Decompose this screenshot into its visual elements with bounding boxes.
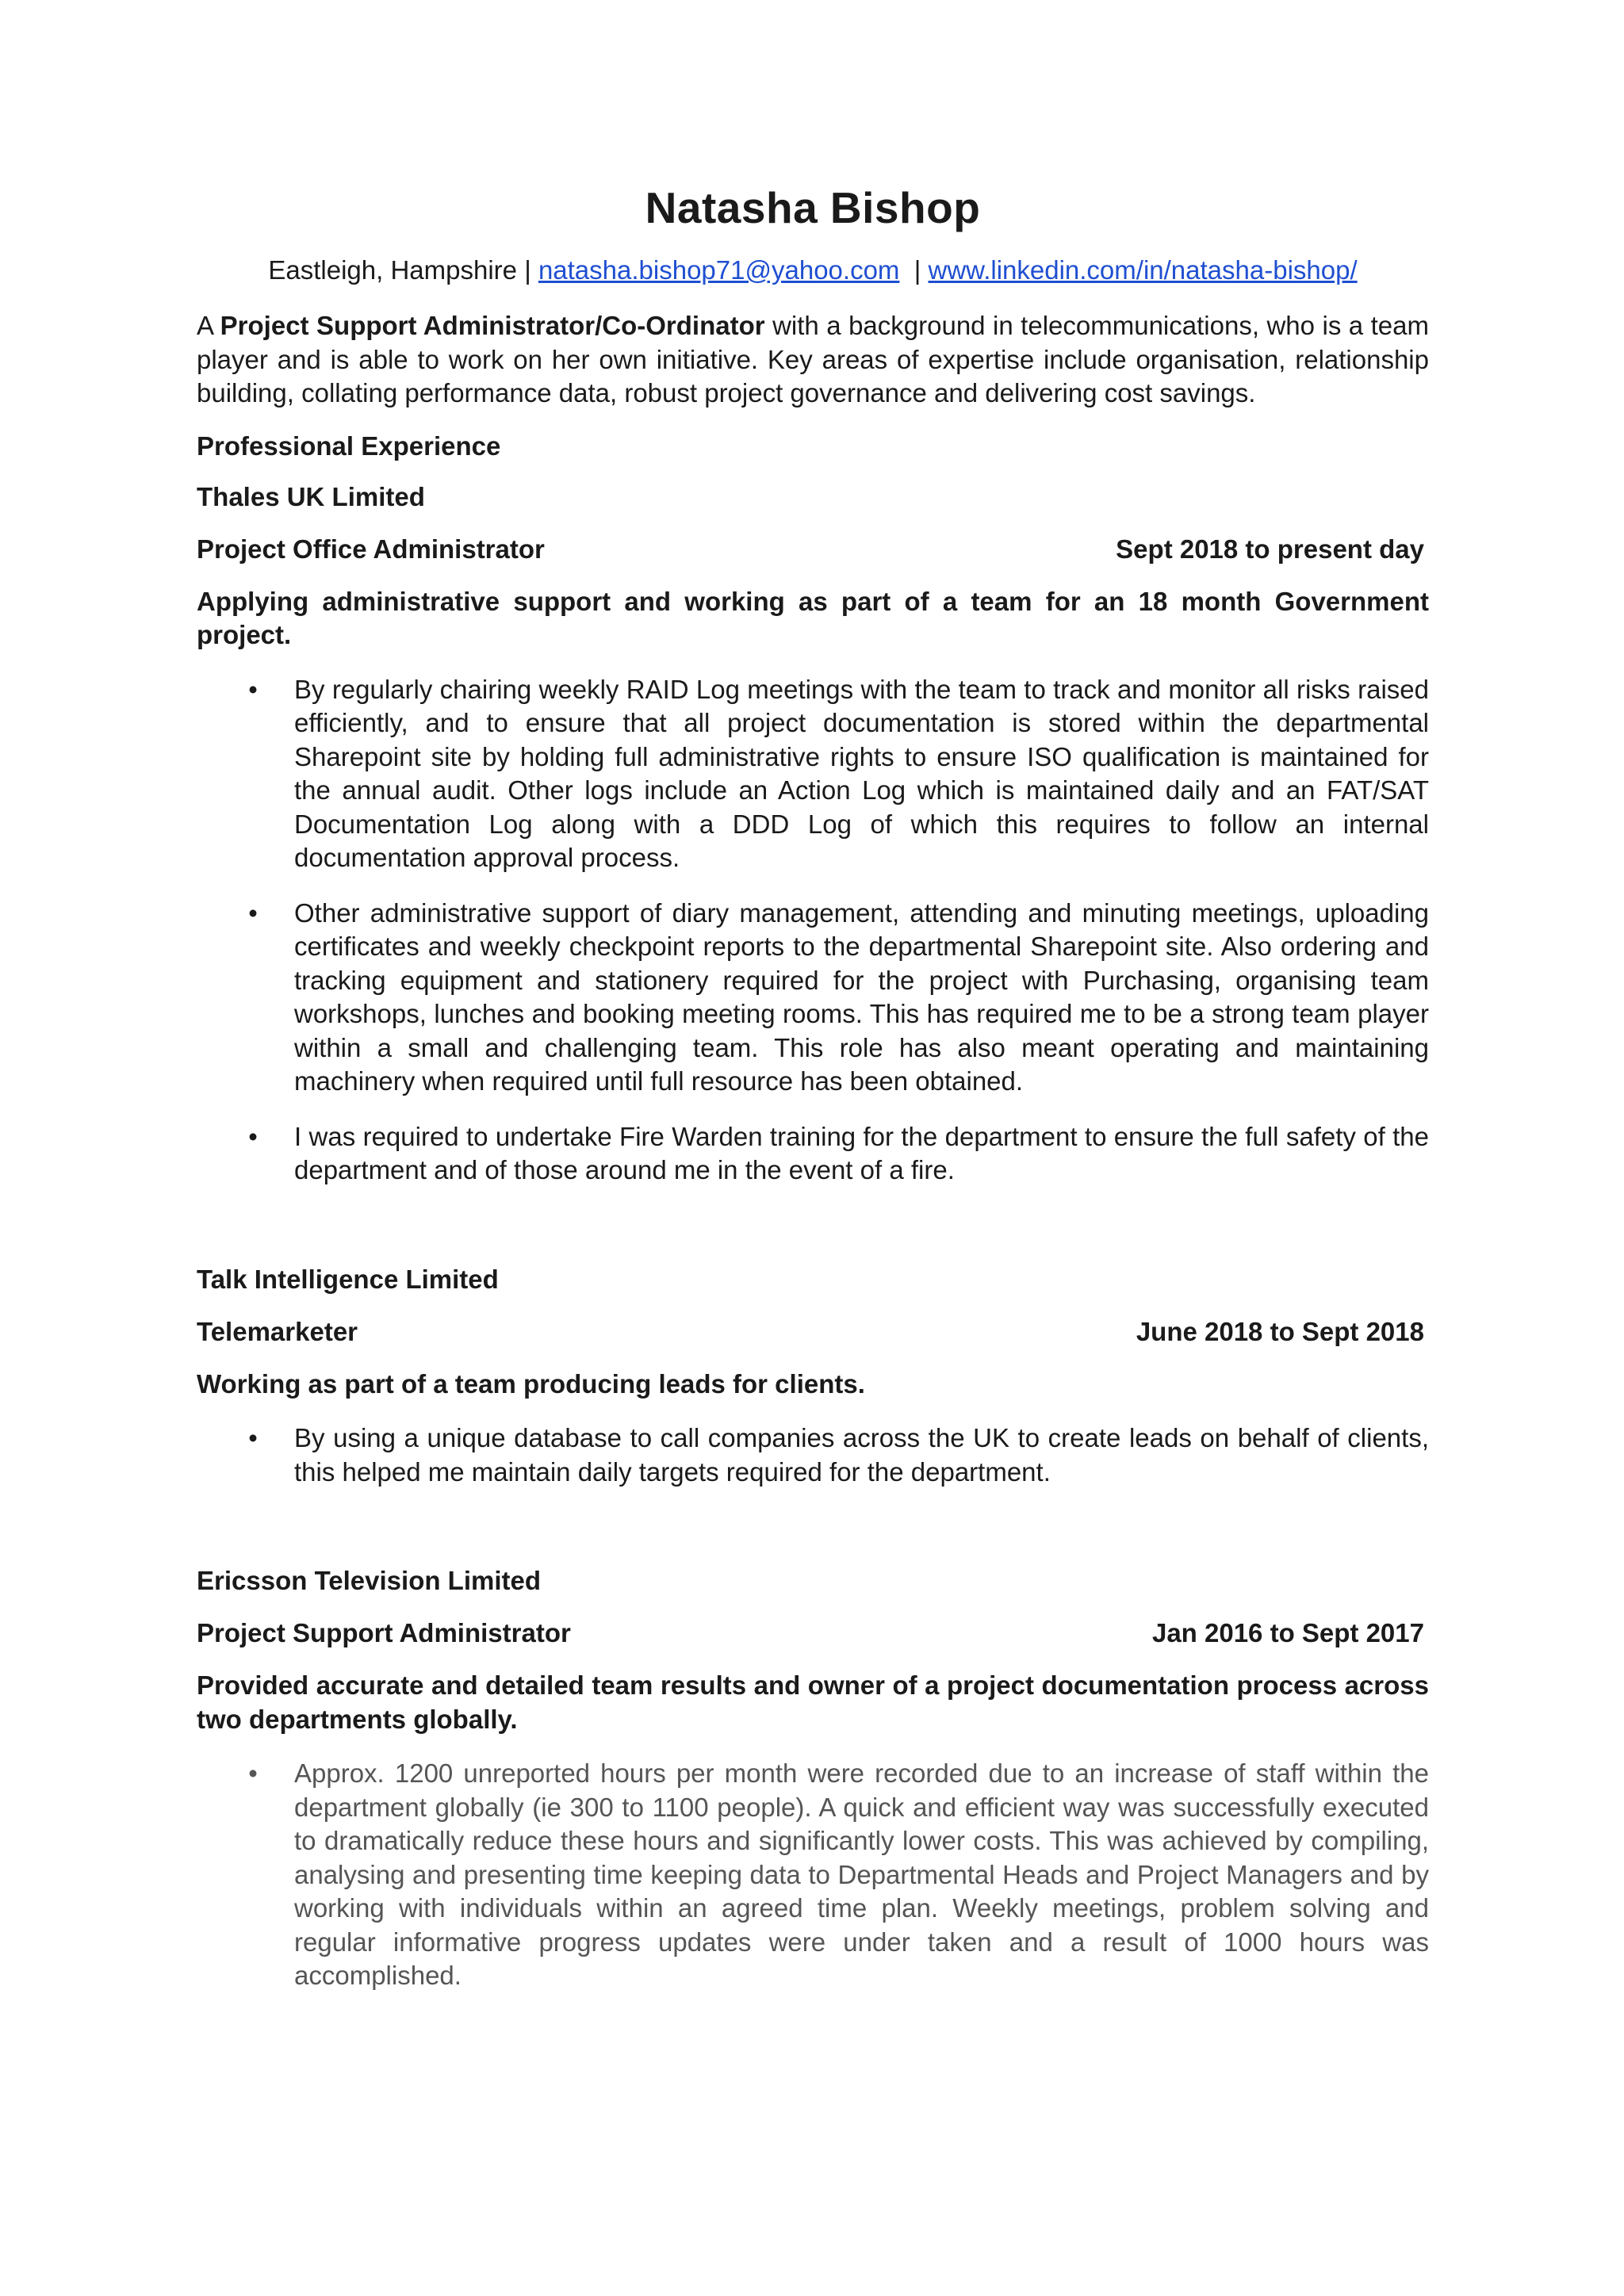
bullet-icon: • <box>248 1758 258 1788</box>
role-title: Project Office Administrator <box>197 534 545 564</box>
company-name: Talk Intelligence Limited <box>197 1264 499 1294</box>
bullet-list <box>197 673 1429 1188</box>
role-description: Working as part of a team producing leads for clients. <box>197 1368 865 1399</box>
company-name: Thales UK Limited <box>197 481 425 511</box>
bullet-item <box>197 1422 1429 1489</box>
job-entry <box>197 482 1429 1188</box>
separator: | <box>914 255 921 285</box>
contact-line <box>197 255 1429 285</box>
bullet-text: I was required to undertake Fire Warden training for the department to ensure the full safety of the department and of those around me in the event of a fire. <box>294 1121 1429 1184</box>
company-name: Ericsson Television Limited <box>197 1566 542 1595</box>
candidate-name: Natasha Bishop <box>645 183 981 232</box>
bullet-list <box>197 1422 1429 1489</box>
role-dates: Jan 2016 to Sept 2017 <box>1151 1618 1424 1647</box>
role-dates: June 2018 to Sept 2018 <box>1136 1316 1424 1346</box>
bullet-icon: • <box>248 674 258 704</box>
resume-page <box>197 182 1429 2015</box>
bullet-icon: • <box>248 1121 258 1151</box>
separator: | <box>524 255 531 285</box>
bullet-item <box>197 1120 1429 1188</box>
bullet-text: Approx. 1200 unreported hours per month were recorded due to an increase of staff within the department globally (ie 300 to 1100 people). A quick and efficient way was successfully executed to dramatically reduce these hours and significantly lower costs. This was achieved by compiling, analysing and presenting time keeping data to Departmental Heads and Project Managers and by working with individuals within an agreed time plan. Weekly meetings, problem solving and regular informative progress updates were under taken and a result of 1000 hours was accomplished. <box>294 1758 1429 1990</box>
summary-title: Project Support Administrator/Co-Ordinator <box>220 311 765 340</box>
bullet-text: By using a unique database to call companies across the UK to create leads on behalf of clients, this helped me maintain daily targets required for the department. <box>294 1423 1429 1487</box>
bullet-item <box>197 897 1429 1099</box>
role-description: Provided accurate and detailed team results and owner of a project documentation process across two departments globally. <box>197 1670 1429 1734</box>
spacer <box>197 1209 1429 1265</box>
job-entry <box>197 1566 1429 1993</box>
summary-body: with a background in telecommunications, who is a team player and is able to work on her own initiative. Key areas of expertise include organisation, relationship building, collating performance data, robust project governance and delivering cost savings. <box>197 311 1429 408</box>
bullet-icon: • <box>248 1423 258 1452</box>
section-title-experience: Professional Experience <box>197 430 501 461</box>
role-row <box>197 534 1429 564</box>
summary-prefix: A <box>197 311 220 340</box>
role-row <box>197 1317 1429 1347</box>
spacer <box>197 1510 1429 1566</box>
location-text: Eastleigh, Hampshire <box>268 255 518 285</box>
job-entry <box>197 1265 1429 1490</box>
bullet-text: Other administrative support of diary management, attending and minuting meetings, uploading certificates and weekly checkpoint reports to the departmental Sharepoint site. Also ordering and tracking equipment and stationery required for the project with Purchasing, organising team workshops, lunches and booking meeting rooms. This has required me to be a strong team player within a small and challenging team. This role has also meant operating and maintaining machinery when required until full resource has been obtained. <box>294 897 1429 1096</box>
profile-summary <box>197 309 1429 411</box>
role-row <box>197 1618 1429 1648</box>
role-dates: Sept 2018 to present day <box>1116 534 1424 564</box>
bullet-item <box>197 673 1429 875</box>
role-title: Telemarketer <box>197 1316 358 1346</box>
bullet-list <box>197 1757 1429 1993</box>
bullet-text: By regularly chairing weekly RAID Log meetings with the team to track and monitor all risks raised efficiently, and to ensure that all project documentation is stored within the departmental Sharepoint site by holding full administrative rights to ensure ISO qualification is maintained for the annual audit. Other logs include an Action Log which is maintained daily and an FAT/SAT Documentation Log along with a DDD Log of which this requires to follow an internal documentation approval process. <box>294 674 1429 872</box>
role-description: Applying administrative support and working as part of a team for an 18 month Government project. <box>197 586 1429 649</box>
linkedin-link[interactable]: www.linkedin.com/in/natasha-bishop/ <box>928 255 1358 285</box>
bullet-item <box>197 1757 1429 1993</box>
email-link[interactable]: natasha.bishop71@yahoo.com <box>538 255 900 285</box>
bullet-icon: • <box>248 897 258 928</box>
role-title: Project Support Administrator <box>197 1618 571 1647</box>
